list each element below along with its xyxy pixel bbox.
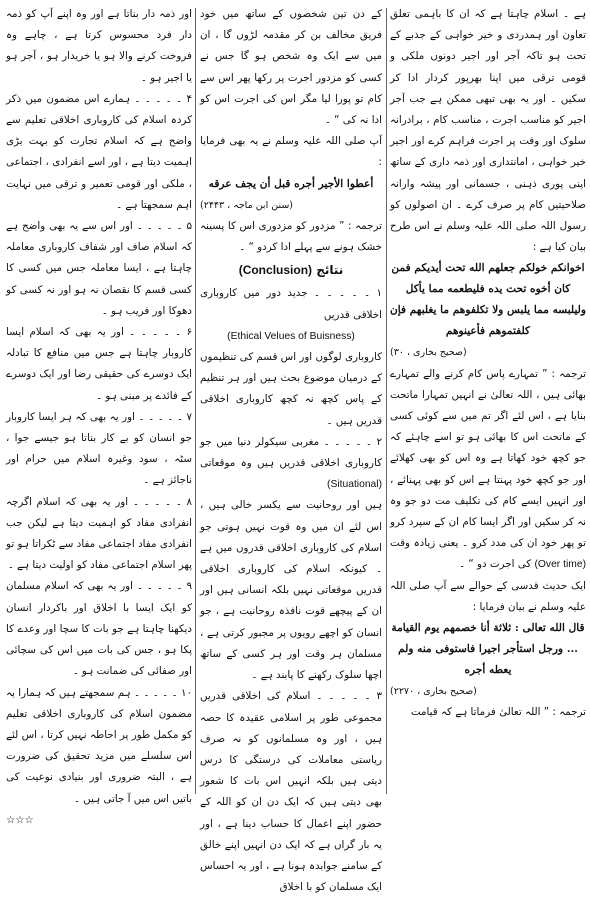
conclusion-point-8: ۸ ۔ ۔ ۔ ۔ ۔ اور یہ بھی کہ اسلام اگرچہ انفرادی مفاد کو اہمیت دیتا ہے لیکن جب انفرادی مفاد اجتماعی مفاد سے ٹکراتا ہو تو پھر اسلام اجتماعی مفاد کو اولیت دیتا ہے ۔ — [6, 495, 192, 572]
point-2-text: ۲ ۔ ۔ ۔ ۔ ۔ مغربی سیکولر دنیا میں جو کاروباری اخلاقی قدریں ہیں وہ موقعاتی — [200, 435, 382, 470]
paragraph-relationship: ہے ۔ اسلام چاہتا ہے کہ ان کا باہمی تعلق تعاون اور ہمدردی و خیر خواہی کے جذبے کے تحت ہو تاکہ آجر اور اجیر دونوں ملکی و قومی ترقی میں اپنا بھرپور کردار ادا کر سکیں ۔ اور یہ بھی تبھی ممکن ہے جب آجر اجیر کو مناسب اجرت ، مناسب کام ، برادرانہ سلوک اور وقت پر اجرت فراہم کرے اور اجیر خیر خواہی ، امانتداری اور ذمہ داری کے ساتھ اپنی پوری ذہنی ، جسمانی اور پیشہ وارانہ صلاحیتیں کام پر صرف کرے ۔ ان اصولوں کو رسول اللہ صلی اللہ علیہ وسلم نے اس طرح بیان کیا ہے : — [390, 8, 586, 254]
conclusion-point-4: ۴ ۔ ۔ ۔ ۔ ۔ ہمارے اس مضمون میں ذکر کردہ اسلام کی کاروباری اخلاقی تعلیم سے واضح ہے کہ اسلام تجارت کو بہت بڑی اہمیت دیتا ہے ، اور اسے انفرادی ، اجتماعی ، ملکی اور قومی تعمیر و ترقی میں نہایت اہم سمجھتا ہے ۔ — [6, 92, 192, 211]
conclusion-point-2 — [200, 432, 382, 496]
overtime-term: (Over time) — [534, 559, 586, 571]
paragraph-translation-wages: ترجمہ : ” مزدور کو مزدوری اس کا پسینہ خشک ہونے سے پہلے ادا کردو “ ۔ — [200, 219, 382, 254]
translation-text-end: کی اجرت دو “ ۔ — [459, 558, 532, 571]
conclusion-point-7: ۷ ۔ ۔ ۔ ۔ ۔ اور یہ بھی کہ ہر ایسا کاروبار جو انسان کو بے کار بناتا ہو جیسے جوا ، سٹہ ، سود وغیرہ اسلام میں حرام اور ناجائز ہے ۔ — [6, 410, 192, 487]
hadith-reference-ibn-majah: (سنن ابن ماجہ ، ۲۴۴۳) — [200, 199, 293, 211]
heading-english: (Conclusion) — [238, 263, 313, 278]
conclusion-point-3: ۳ ۔ ۔ ۔ ۔ ۔ اسلام کی اخلاقی قدریں مجموعی طور پر اسلامی عقیدہ کا حصہ ہیں ، اور وہ مسلمانوں کو نہ صرف ریاستی معاملات کی درستگی کا درس دیتی ہیں بلکہ انہیں اس بات کا شعور بھی دیتی ہیں کہ ایک دن ان کو اللہ کے حضور اپنے اعمال کا حساب دینا ہے ، اور یہ بار گراں ہے کہ ایک دن انہیں اپنے خالق کے سامنے جوابدہ ہونا ہے ، اور یہ احساس ایک مسلمان کو با اخلاق — [200, 690, 382, 894]
paragraph-translation-brothers — [390, 364, 586, 576]
conclusion-point-9: ۹ ۔ ۔ ۔ ۔ ۔ اور یہ بھی کہ اسلام مسلمان کو ایک ایسا با اخلاق اور باکردار انسان دیکھنا چاہتا ہے جو بات کا سچا اور وعدے کا پکا ہو ، جس کی بات میں اس کی سچائی اور صفائی کی ضمانت ہو ۔ — [6, 580, 192, 678]
conclusion-point-5: ۵ ۔ ۔ ۔ ۔ ۔ اور اس سے یہ بھی واضح ہے کہ اسلام صاف اور شفاف کاروباری معاملہ چاہتا ہے ، ایسا معاملہ جس میں کسی کا کسی قسم کا نقصان نہ ہو اور نہ کسی کو دھوکا اور فریب ہو ۔ — [6, 220, 192, 317]
conclusion-point-1: ۱ ۔ ۔ ۔ ۔ ۔ جدید دور میں کاروباری اخلاقی قدریں — [200, 287, 382, 321]
column-divider-left — [195, 8, 196, 794]
conclusion-point-6: ۶ ۔ ۔ ۔ ۔ ۔ اور یہ بھی کہ اسلام ایسا کاروبار چاہتا ہے جس میں منافع کا تبادلہ ایک دوسرے کی حقیقی رضا اور ایک دوسرے کے فائدے پر مبنی ہو ۔ — [6, 326, 192, 402]
end-stars: ☆☆☆ — [6, 813, 34, 826]
hadith-arabic-three-opponents: قال الله تعالى : ثلاثة أنا خصمهم يوم القيامة ... ورجل استأجر اجيرا فاستوفى منه ولم يعطه أجره — [391, 622, 585, 677]
column-divider-right — [386, 8, 387, 794]
conclusion-point-3-continued: اور ذمہ دار بناتا ہے اور وہ اپنے آپ کو ذمہ دار فرد محسوس کرتا ہے ، چاہے وہ فروخت کرنے والا ہو یا خریدار ہو ، آجر ہو یا اجیر ہو ۔ — [6, 8, 192, 84]
conclusion-point-10: ۱۰ ۔ ۔ ۔ ۔ ۔ ہم سمجھتے ہیں کہ ہمارا یہ مضمون اسلام کی کاروباری اخلاقی تعلیم کو مکمل طور پر احاطہ نہیں کرتا ، اس لئے اس سلسلے میں مزید تحقیق کی ضرورت ہے ، البتہ ضروری اور بنیادی نوعیت کی باتیں اس میں آ جاتی ہیں ۔ — [6, 686, 192, 805]
heading-urdu: نتائج — [316, 263, 344, 278]
text-column-right — [390, 4, 586, 796]
translation-text: ترجمہ : ” تمہارے پاس کام کرنے والے تمہارے بھائی ہیں ، اللہ تعالیٰ نے انہیں تمہارا ماتحت بنایا ہے ، اس لئے اگر تم میں سے کوئی کسی کے ماتحت اس کا بھائی ہو تو اسے چاہئے کہ جو کچھ خود کھاتا ہے وہ اس کو بھی کھلائے اور جو کچھ خود پہنتا ہے اس کو بھی پہنائے ، اور انہیں ایسے کام کی تکلیف مت دو جو وہ نہ کر سکیں اور اگر ایسا کام ان کے سپرد کرو تو پھر خود ان کی مدد کرو ۔ یعنی زیادہ وقت — [390, 367, 586, 550]
hadith-arabic-wages: أعطوا الأجير أجره قبل أن يجف عرقه — [208, 177, 374, 190]
text-column-left — [6, 4, 192, 826]
section-heading-conclusion — [200, 260, 382, 281]
conclusion-point-1-continued: کاروباری لوگوں اور اس قسم کی تنظیموں کے درمیان موضوع بحث ہیں اور ہر تنظیم کے پاس کچھ نہ کچھ کاروباری اخلاقی قدریں ہیں ۔ — [200, 351, 382, 427]
hadith-reference-bukhari-2270: (صحیح بخاری ، ۲۲۷۰) — [390, 686, 477, 698]
paragraph-prophet-said: آپ صلی اللہ علیہ وسلم نے یہ بھی فرمایا : — [200, 135, 382, 169]
situational-term: (Situational) — [327, 479, 382, 491]
paragraph-translation-continued: کے دن تین شخصوں کے ساتھ میں خود فریق مخالف بن کر مقدمہ لڑوں گا ، ان میں سے ایک وہ شخص ہو گا جس نے کسی کو مزدور اجرت پر رکھا پھر اس سے کام تو پورا لیا مگر اس کی اجرت اس کو ادا نہ کی “ ۔ — [200, 8, 382, 127]
ethical-values-term: (Ethical Velues of Buisness) — [227, 330, 355, 342]
paragraph-translation-start: ترجمہ : ” اللہ تعالیٰ فرماتا ہے کہ قیامت — [410, 706, 586, 719]
hadith-arabic-brothers: اخوانكم خولكم جعلهم الله تحت أيديكم فمن كان أخوه تحت يده فليطعمه مما يأكل وليلبسه مما يلبس ولا تكلفوهم ما يغلبهم فإن كلفتموهم فأعينوهم — [390, 262, 586, 338]
hadith-reference-bukhari-30: (صحیح بخاری ، ۳۰) — [390, 347, 467, 359]
text-column-middle — [200, 4, 382, 894]
paragraph-hadith-qudsi-intro: ایک حدیث قدسی کے حوالے سے آپ صلی اللہ علیہ وسلم نے بیان فرمایا : — [390, 579, 586, 613]
conclusion-point-2-continued: ہیں اور روحانیت سے یکسر خالی ہیں ، اس لئے ان میں وہ قوت نہیں ہوتی جو اسلام کی کاروباری اخلاقی قدروں میں ہے ۔ کیونکہ اسلام کی کاروباری اخلاقی قدریں موقعاتی نہیں بلکہ انسانی ہیں اور ان کے پیچھے قوت نافذہ روحانیت ہے ، جو انسان کو اچھے رویوں پر مجبور کرتی ہے ، مسلمان ہر وقت اور ہر کسی کے ساتھ اچھا سلوک رکھنے کا پابند ہے ۔ — [200, 499, 382, 682]
